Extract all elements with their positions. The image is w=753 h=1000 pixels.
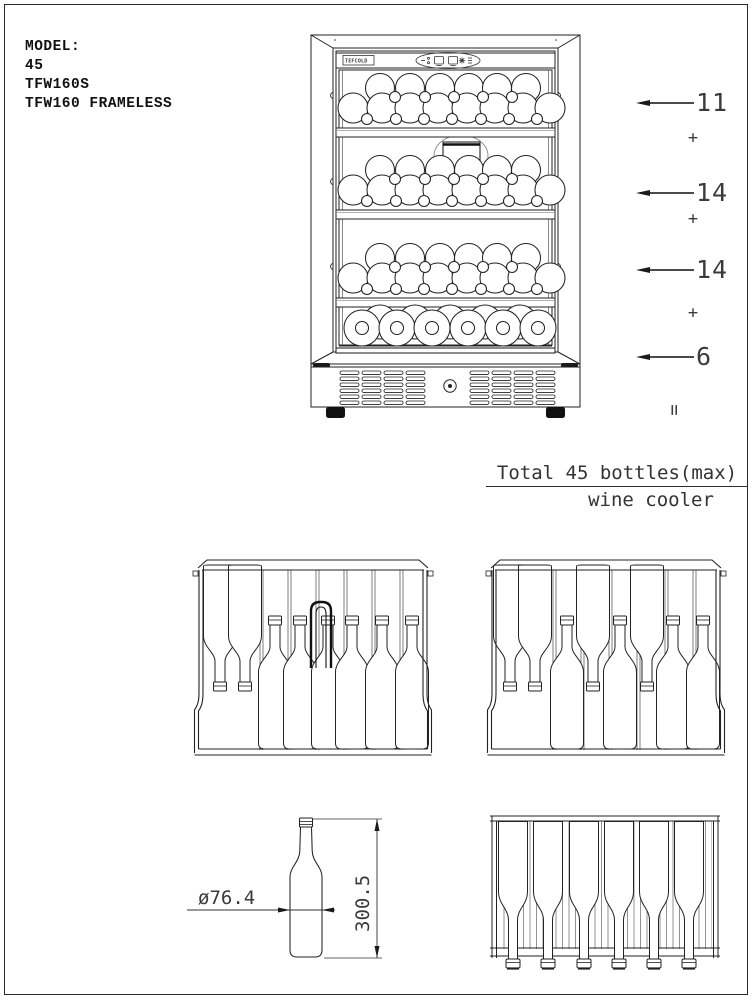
left-arrow-icon	[636, 190, 650, 196]
header-strip	[343, 53, 480, 69]
plus-sign-2: +	[687, 209, 699, 229]
shelf-rack-top-view-left	[192, 554, 440, 766]
dimension-arrow-icon	[375, 946, 380, 958]
diameter-label: ø76.4	[198, 887, 256, 909]
standing-bottle-row	[336, 305, 556, 353]
left-foot	[326, 407, 345, 418]
shelf-bar-2	[336, 210, 555, 219]
vent-group-left	[340, 371, 425, 404]
left-arrow-icon	[636, 354, 650, 360]
left-arrow-icon	[636, 100, 650, 106]
right-foot	[546, 407, 565, 418]
wine-cooler-front-view	[298, 30, 592, 422]
plus-sign-3: +	[687, 303, 699, 323]
wine-cooler-note: wine cooler	[588, 489, 714, 511]
vent-group-right	[470, 371, 555, 404]
menu-lines-icon	[468, 58, 472, 63]
plus-sign-1: +	[687, 128, 699, 148]
shelf-rack-front-view	[488, 812, 722, 974]
vent-grille	[340, 371, 555, 404]
up-dot-icon	[428, 57, 430, 59]
height-label: 300.5	[352, 874, 374, 932]
dimension-arrow-icon	[322, 908, 334, 913]
brand-logo-text: TEFCOLD	[345, 58, 368, 65]
snowflake-icon	[459, 58, 465, 64]
bottle-cap	[300, 818, 313, 827]
bottle-dimension-drawing	[182, 806, 388, 974]
count-row-2	[636, 179, 728, 207]
down-dot-icon	[428, 62, 430, 64]
total-bottles-note: Total 45 bottles(max)	[486, 462, 748, 487]
bottle-outline	[290, 827, 322, 957]
display-left-icon	[435, 57, 444, 65]
model-line-frameless: TFW160 FRAMELESS	[25, 96, 173, 112]
shelf-bar-1	[336, 128, 555, 137]
count-row-3	[636, 256, 728, 284]
plinth	[311, 352, 580, 418]
shelf2-count: 14	[696, 178, 729, 207]
left-bracket	[313, 363, 330, 368]
shelf-row-2	[336, 156, 565, 220]
display-right-icon	[449, 57, 458, 65]
shelf3-count: 14	[696, 255, 729, 284]
model-line-capacity: 45	[25, 58, 44, 74]
bottom-shelf-board	[336, 348, 555, 353]
count-row-4	[636, 343, 712, 371]
right-bracket	[561, 363, 578, 368]
equals-sign: =	[663, 404, 686, 416]
bottom-row-count: 6	[696, 342, 713, 371]
dimension-arrow-icon	[375, 819, 380, 831]
shelf-rack-top-view-right	[485, 554, 733, 766]
model-info-block	[25, 38, 172, 114]
dimension-arrow-icon	[278, 908, 290, 913]
model-label: MODEL:	[25, 39, 81, 55]
shelf1-count: 11	[696, 88, 729, 117]
shelf-row-3	[336, 244, 565, 308]
control-panel-icons	[421, 57, 472, 66]
rack-bottles	[494, 565, 720, 749]
model-line-code: TFW160S	[25, 77, 90, 93]
left-arrow-icon	[636, 267, 650, 273]
count-row-1	[636, 89, 728, 117]
